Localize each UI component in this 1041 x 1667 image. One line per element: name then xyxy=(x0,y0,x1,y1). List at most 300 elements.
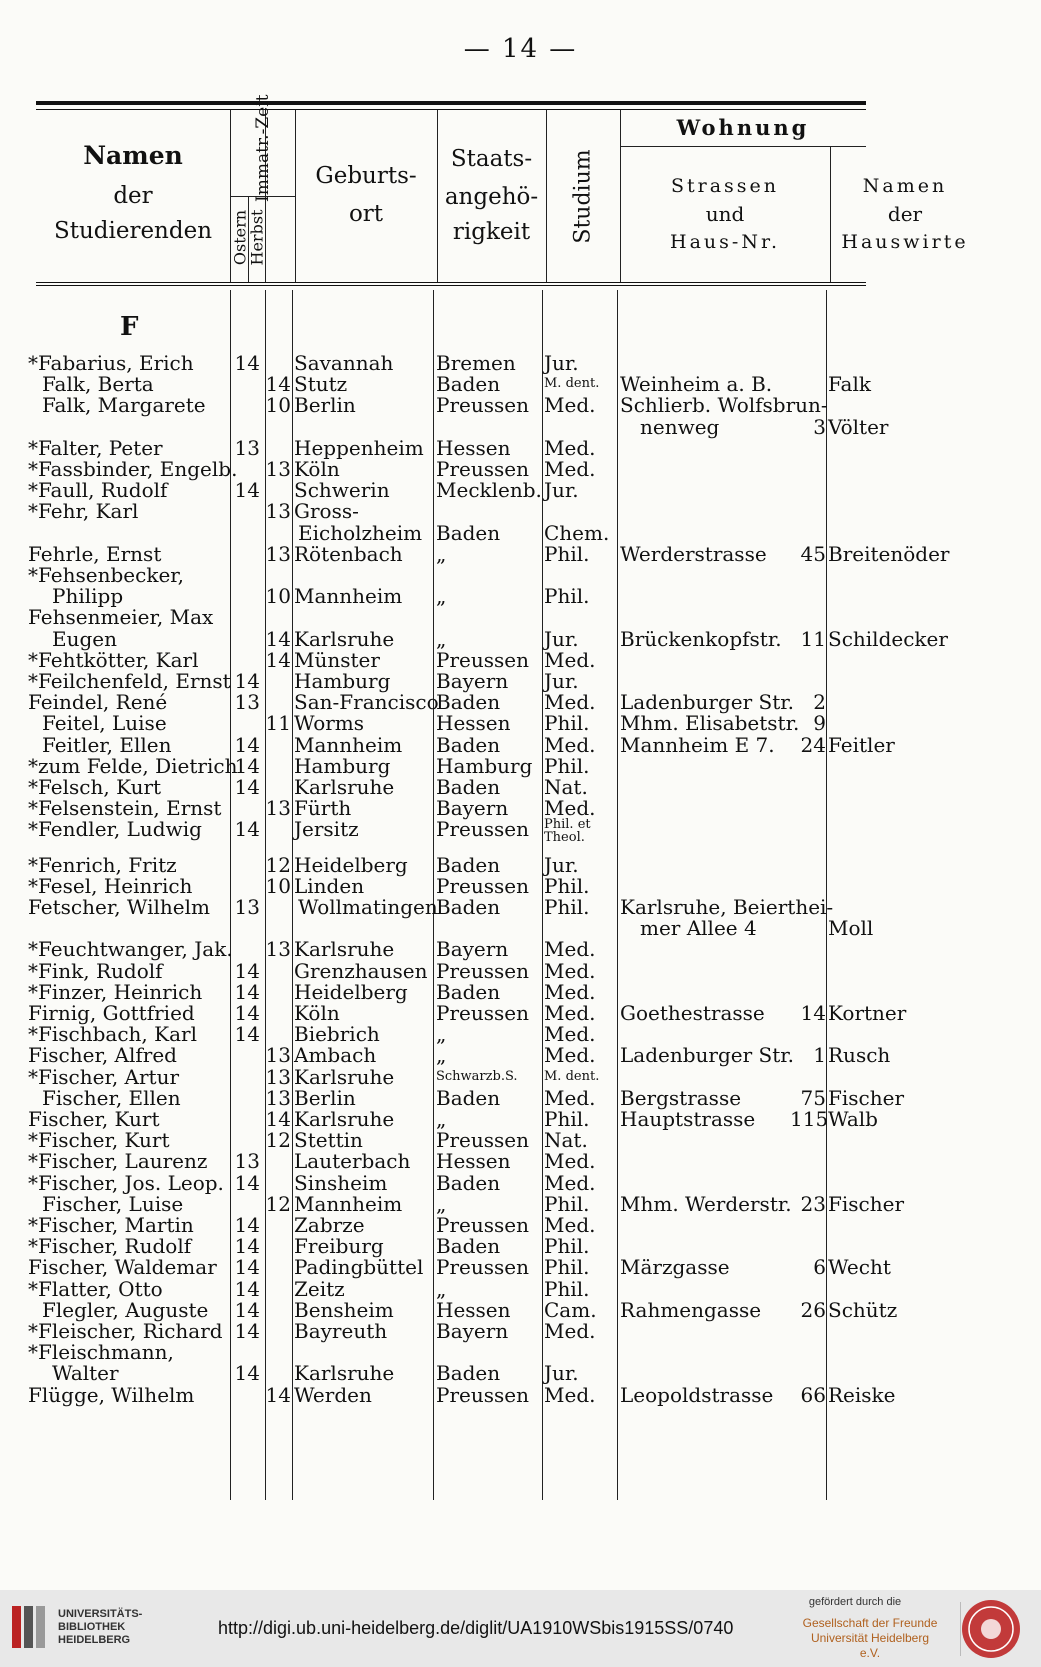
student-name: Fischer, Kurt xyxy=(28,1107,160,1131)
ostern-semester: 14 xyxy=(234,1319,260,1343)
street-address: Rahmengasse xyxy=(620,1297,762,1322)
house-number: 6 xyxy=(813,1255,826,1280)
student-name: *Fischer, Artur xyxy=(28,1064,180,1089)
citizenship: „ xyxy=(436,1022,447,1047)
citizenship: Preussen xyxy=(436,1255,529,1280)
ostern-semester: 13 xyxy=(234,690,260,715)
student-name: *Fischer, Kurt xyxy=(28,1128,170,1153)
citizenship: „ xyxy=(436,541,447,566)
citizenship: „ xyxy=(436,584,447,609)
birthplace: Biebrich xyxy=(294,1022,380,1047)
house-number: 2 xyxy=(813,690,826,715)
table-row xyxy=(0,606,1041,629)
ostern-semester: 14 xyxy=(234,1255,260,1280)
student-name: Feitel, Luise xyxy=(42,711,167,736)
birthplace: Karlsruhe xyxy=(294,1361,395,1386)
citizenship: Schwarzb.S. xyxy=(436,1068,518,1084)
landlord-name: Schildecker xyxy=(828,626,948,651)
table-row xyxy=(0,628,1041,651)
field-of-study: Nat. xyxy=(544,1128,588,1153)
ostern-semester: 14 xyxy=(234,753,260,778)
student-name: *Fenrich, Fritz xyxy=(28,852,177,877)
header-wirte-1: Namen xyxy=(862,175,948,197)
citizenship: Bremen xyxy=(436,351,516,375)
ostern-semester: 14 xyxy=(234,979,260,1004)
field-of-study: Med. xyxy=(544,435,596,460)
student-name: *Feuchtwanger, Jak. xyxy=(28,937,233,962)
library-name-line: UNIVERSITÄTS- xyxy=(58,1608,143,1620)
citizenship: Preussen xyxy=(436,1213,529,1237)
section-letter: F xyxy=(120,312,139,342)
footer-bar xyxy=(0,1590,1041,1667)
table-row xyxy=(0,479,1041,502)
table-row xyxy=(0,981,1041,1004)
ostern-semester: 14 xyxy=(234,732,260,757)
student-name: *Feilchenfeld, Ernst xyxy=(28,669,231,693)
herbst-semester: 13 xyxy=(265,457,291,481)
citizenship: Hessen xyxy=(436,435,511,460)
table-row xyxy=(0,875,1041,898)
house-number: 24 xyxy=(800,732,826,757)
table-row xyxy=(0,1193,1041,1216)
student-name: Fischer, Luise xyxy=(42,1191,184,1216)
library-logo-icon xyxy=(10,1602,50,1652)
ostern-semester: 14 xyxy=(234,775,260,799)
header-names-2: der xyxy=(113,183,153,209)
student-name: Fehrle, Ernst xyxy=(28,541,162,566)
citizenship: Baden xyxy=(436,979,501,1004)
student-name: *Faull, Rudolf xyxy=(28,478,168,503)
table-row xyxy=(0,352,1041,375)
herbst-semester: 13 xyxy=(265,796,291,821)
field-of-study: Med. xyxy=(544,393,596,418)
student-name: *Finzer, Heinrich xyxy=(28,979,203,1004)
student-name: Eugen xyxy=(52,626,117,651)
street-address: Weinheim a. B. xyxy=(620,372,773,397)
herbst-semester: 10 xyxy=(265,873,291,898)
landlord-name: Breitenöder xyxy=(828,541,950,566)
birthplace: Heidelberg xyxy=(294,979,408,1004)
ostern-semester: 13 xyxy=(234,435,260,460)
sponsor-name-line: Gesellschaft der Freunde xyxy=(802,1616,938,1630)
herbst-semester: 13 xyxy=(265,541,291,566)
birthplace: Köln xyxy=(294,457,340,481)
header-studium: Studium xyxy=(570,149,596,244)
landlord-name: Walb xyxy=(828,1107,878,1131)
source-url[interactable]: http://digi.ub.uni-heidelberg.de/diglit/UA1910WSbis1915SS/0740 xyxy=(218,1618,734,1638)
field-of-study: Med. xyxy=(544,1085,596,1110)
col-divider xyxy=(295,110,296,283)
ostern-semester: 14 xyxy=(234,478,260,503)
table-row xyxy=(0,938,1041,961)
street-address: Mannheim E 7. xyxy=(620,732,775,757)
field-of-study: Phil. xyxy=(544,1255,590,1280)
field-of-study: Phil. xyxy=(544,541,590,566)
herbst-semester: 14 xyxy=(265,626,291,651)
landlord-name: Völter xyxy=(828,414,889,439)
header-strassen-1: Strassen xyxy=(670,175,780,197)
student-name: *Fleischer, Richard xyxy=(28,1319,223,1343)
table-row xyxy=(0,917,1041,940)
table-row xyxy=(0,1362,1041,1385)
field-of-study: Med. xyxy=(544,647,596,672)
citizenship: „ xyxy=(436,1276,447,1301)
field-of-study: Med. xyxy=(544,1001,596,1025)
landlord-name: Fischer xyxy=(828,1191,905,1216)
birthplace: Stutz xyxy=(294,372,348,397)
header-immatr: Immatr.-Zeit xyxy=(253,94,273,202)
herbst-semester: 13 xyxy=(265,499,291,524)
ostern-semester: 14 xyxy=(234,351,260,375)
street-address: Werderstrasse xyxy=(620,541,767,566)
citizenship: Preussen xyxy=(436,647,529,672)
citizenship: „ xyxy=(436,626,447,651)
citizenship: Hessen xyxy=(436,711,511,736)
header-geburts-2: ort xyxy=(348,201,384,227)
citizenship: Preussen xyxy=(436,817,529,842)
landlord-name: Wecht xyxy=(828,1255,891,1280)
field-of-study: Med. xyxy=(544,1213,596,1237)
house-number: 75 xyxy=(800,1085,826,1110)
field-of-study: Jur. xyxy=(544,852,579,877)
birthplace: Grenzhausen xyxy=(294,958,428,983)
student-name: *Fehr, Karl xyxy=(28,499,139,524)
field-of-study: Med. xyxy=(544,732,596,757)
student-name: Flügge, Wilhelm xyxy=(28,1382,195,1407)
student-name: Falk, Margarete xyxy=(42,393,206,418)
header-herbst: Herbst xyxy=(247,209,267,266)
citizenship: Baden xyxy=(436,1234,501,1259)
field-of-study: Med. xyxy=(544,1170,596,1195)
street-address: mer Allee 4 xyxy=(640,916,757,941)
wohnung-divider xyxy=(620,146,866,147)
student-name: Firnig, Gottfried xyxy=(28,1001,195,1025)
header-wirte-3: Hauswirte xyxy=(841,231,969,253)
supported-by: gefördert durch die xyxy=(808,1596,902,1608)
student-name: Walter xyxy=(52,1361,119,1386)
header-strassen-3: Haus-Nr. xyxy=(670,231,780,253)
ostern-semester: 14 xyxy=(234,1234,260,1259)
citizenship: Preussen xyxy=(436,1001,529,1025)
field-of-study: M. dent. xyxy=(544,376,600,392)
birthplace: Mannheim xyxy=(294,732,403,757)
student-name: *Fabarius, Erich xyxy=(28,351,194,375)
birthplace: Fürth xyxy=(294,796,352,821)
field-of-study: Phil. xyxy=(544,584,590,609)
citizenship: Preussen xyxy=(436,958,529,983)
street-address: Brückenkopfstr. xyxy=(620,626,782,651)
birthplace: Sinsheim xyxy=(294,1170,388,1195)
field-of-study: Med. xyxy=(544,1043,596,1068)
citizenship: Baden xyxy=(436,1361,501,1386)
field-of-study: Jur. xyxy=(544,669,579,693)
street-address: Goethestrasse xyxy=(620,1001,765,1025)
herbst-semester: 13 xyxy=(265,937,291,962)
student-name: Fischer, Alfred xyxy=(28,1043,177,1068)
birthplace: Mannheim xyxy=(294,1191,403,1216)
citizenship: „ xyxy=(436,1043,447,1068)
ostern-semester: 14 xyxy=(234,1361,260,1386)
herbst-semester: 10 xyxy=(265,584,291,609)
citizenship: Baden xyxy=(436,520,501,545)
header-bottom-rule xyxy=(36,282,866,283)
field-of-study: Med. xyxy=(544,937,596,962)
birthplace: San-Francisco xyxy=(294,690,439,715)
herbst-semester: 11 xyxy=(265,711,291,736)
field-of-study: Jur. xyxy=(544,626,579,651)
student-name: *Fischer, Martin xyxy=(28,1213,194,1237)
table-row xyxy=(0,1023,1041,1046)
header-staats-3: rigkeit xyxy=(452,219,531,245)
ostern-semester: 14 xyxy=(234,1001,260,1025)
house-number: 26 xyxy=(800,1297,826,1322)
ostern-semester: 14 xyxy=(234,1276,260,1301)
street-address: Mhm. Werderstr. xyxy=(620,1191,792,1216)
citizenship: Hessen xyxy=(436,1149,511,1174)
citizenship: Baden xyxy=(436,690,501,715)
table-row xyxy=(0,797,1041,820)
herbst-semester: 12 xyxy=(265,852,291,877)
student-name: *Fendler, Ludwig xyxy=(28,817,202,842)
citizenship: Mecklenb. xyxy=(436,478,542,503)
street-address: Ladenburger Str. xyxy=(620,1043,794,1068)
citizenship: „ xyxy=(436,1107,447,1131)
birthplace: Münster xyxy=(294,647,380,672)
citizenship: Baden xyxy=(436,372,501,397)
citizenship: Baden xyxy=(436,1170,501,1195)
field-of-study: Jur. xyxy=(544,478,579,503)
student-name: *Fink, Rudolf xyxy=(28,958,163,983)
table-row xyxy=(0,522,1041,545)
student-name: *zum Felde, Dietrich xyxy=(28,753,238,778)
student-name: *Felsenstein, Ernst xyxy=(28,796,222,821)
street-address: Mhm. Elisabetstr. xyxy=(620,711,800,736)
table-row xyxy=(0,1384,1041,1407)
ostern-semester: 13 xyxy=(234,895,260,919)
citizenship: Preussen xyxy=(436,393,529,418)
table-row xyxy=(0,691,1041,714)
field-of-study: Jur. xyxy=(544,351,579,375)
field-of-study: Nat. xyxy=(544,775,588,799)
house-number: 66 xyxy=(800,1382,826,1407)
table-row xyxy=(0,1278,1041,1301)
birthplace: Berlin xyxy=(294,393,356,418)
birthplace: Lauterbach xyxy=(294,1149,411,1174)
field-of-study: Med. xyxy=(544,1319,596,1343)
field-of-study: Chem. xyxy=(544,520,610,545)
header-staats-2: angehö- xyxy=(444,184,539,210)
student-name: Fehsenmeier, Max xyxy=(28,605,214,630)
table-row xyxy=(0,896,1041,919)
field-of-study: Med. xyxy=(544,690,596,715)
header-ostern: Ostern xyxy=(230,209,250,266)
field-of-study: Med. xyxy=(544,457,596,481)
birthplace: Werden xyxy=(294,1382,372,1407)
library-name-line: HEIDELBERG xyxy=(58,1634,131,1646)
student-name: *Fesel, Heinrich xyxy=(28,873,193,898)
table-row xyxy=(0,649,1041,672)
field-of-study: Med. xyxy=(544,1022,596,1047)
field-of-study: Med. xyxy=(544,979,596,1004)
street-address: Ladenburger Str. xyxy=(620,690,794,715)
citizenship: „ xyxy=(436,1191,447,1216)
table-row xyxy=(0,394,1041,417)
student-name: Flegler, Auguste xyxy=(42,1297,209,1322)
citizenship: Bayern xyxy=(436,669,509,693)
student-name: *Fischer, Rudolf xyxy=(28,1234,192,1259)
field-of-study: Phil. xyxy=(544,1276,590,1301)
field-of-study: Phil. xyxy=(544,711,590,736)
student-name: *Fischer, Laurenz xyxy=(28,1149,208,1174)
table-row xyxy=(0,1172,1041,1195)
field-of-study: Med. xyxy=(544,1149,596,1174)
landlord-name: Schütz xyxy=(828,1297,898,1322)
table-row xyxy=(0,817,1041,846)
citizenship: Baden xyxy=(436,852,501,877)
birthplace: Karlsruhe xyxy=(294,937,395,962)
student-name: *Fehtkötter, Karl xyxy=(28,647,199,672)
house-number: 1 xyxy=(813,1043,826,1068)
birthplace: Freiburg xyxy=(294,1234,384,1259)
header-top-rule xyxy=(36,101,866,105)
birthplace: Karlsruhe xyxy=(294,1064,395,1089)
citizenship: Bayern xyxy=(436,937,509,962)
herbst-semester: 14 xyxy=(265,1382,291,1407)
herbst-semester: 12 xyxy=(265,1191,291,1216)
table-row xyxy=(0,960,1041,983)
table-row xyxy=(0,1341,1041,1364)
landlord-name: Feitler xyxy=(828,732,895,757)
citizenship: Baden xyxy=(436,775,501,799)
landlord-name: Fischer xyxy=(828,1085,905,1110)
birthplace: Wollmatingen xyxy=(298,895,438,919)
table-row xyxy=(0,500,1041,523)
birthplace: Zabrze xyxy=(294,1213,365,1237)
table-row xyxy=(0,437,1041,460)
sponsor-name xyxy=(800,1616,940,1661)
birthplace: Worms xyxy=(294,711,365,736)
field-of-study: Phil. xyxy=(544,1107,590,1131)
student-name: *Fischbach, Karl xyxy=(28,1022,197,1047)
birthplace: Zeitz xyxy=(294,1276,345,1301)
birthplace: Rötenbach xyxy=(294,541,403,566)
landlord-name: Rusch xyxy=(828,1043,891,1068)
student-name: *Falter, Peter xyxy=(28,435,163,460)
field-of-study: M. dent. xyxy=(544,1068,600,1084)
birthplace: Heppenheim xyxy=(294,435,424,460)
birthplace: Hamburg xyxy=(294,669,391,693)
table-row xyxy=(0,1299,1041,1322)
birthplace: Stettin xyxy=(294,1128,363,1153)
field-of-study: Med. xyxy=(544,958,596,983)
student-name: *Felsch, Kurt xyxy=(28,775,162,799)
landlord-name: Kortner xyxy=(828,1001,907,1025)
citizenship: Preussen xyxy=(436,457,529,481)
ostern-semester: 13 xyxy=(234,1149,260,1174)
birthplace: Hamburg xyxy=(294,753,391,778)
birthplace: Mannheim xyxy=(294,584,403,609)
field-of-study: Jur. xyxy=(544,1361,579,1386)
header-geburts-1: Geburts- xyxy=(315,163,417,189)
birthplace: Karlsruhe xyxy=(294,1107,395,1131)
sponsor-name-line: Universität Heidelberg e.V. xyxy=(810,1631,930,1660)
landlord-name: Reiske xyxy=(828,1382,896,1407)
citizenship: Bayern xyxy=(436,796,509,821)
birthplace: Karlsruhe xyxy=(294,626,395,651)
citizenship: Bayern xyxy=(436,1319,509,1343)
table-row xyxy=(0,1235,1041,1258)
student-name: Feindel, René xyxy=(28,690,168,715)
table-row xyxy=(0,1087,1041,1110)
birthplace: Jersitz xyxy=(294,817,359,842)
citizenship: Preussen xyxy=(436,1128,529,1153)
herbst-semester: 13 xyxy=(265,1064,291,1089)
birthplace: Heidelberg xyxy=(294,852,408,877)
student-name: *Fassbinder, Engelb. xyxy=(28,457,238,481)
street-address: Bergstrasse xyxy=(620,1085,742,1110)
header-strassen-2: und xyxy=(705,202,745,226)
header-bottom-rule xyxy=(36,285,866,286)
table-row xyxy=(0,712,1041,735)
citizenship: Baden xyxy=(436,732,501,757)
birthplace: Schwerin xyxy=(294,478,390,503)
street-address: Schlierb. Wolfsbrun- xyxy=(620,393,828,418)
header-staats-1: Staats- xyxy=(450,146,533,172)
field-of-study: Phil. xyxy=(544,895,590,919)
herbst-semester: 14 xyxy=(265,1107,291,1131)
table-row xyxy=(0,1129,1041,1152)
table-row xyxy=(0,854,1041,877)
street-address: Karlsruhe, Beierthei- xyxy=(620,895,834,919)
student-name: Fischer, Ellen xyxy=(42,1085,181,1110)
citizenship: Baden xyxy=(436,1085,501,1110)
field-of-study: Med. xyxy=(544,796,596,821)
birthplace: Padingbüttel xyxy=(294,1255,424,1280)
col-divider xyxy=(546,110,547,283)
student-name: *Fleischmann, xyxy=(28,1340,174,1365)
birthplace: Bayreuth xyxy=(294,1319,388,1343)
table-row xyxy=(0,755,1041,778)
table-row xyxy=(0,373,1041,396)
ostern-semester: 14 xyxy=(234,817,260,842)
citizenship: Baden xyxy=(436,895,501,919)
header-top-rule-thin xyxy=(36,109,866,110)
house-number: 45 xyxy=(800,541,826,566)
table-row xyxy=(0,734,1041,757)
herbst-semester: 13 xyxy=(265,1043,291,1068)
ostern-semester: 14 xyxy=(234,1170,260,1195)
table-row xyxy=(0,1150,1041,1173)
table-row xyxy=(0,543,1041,566)
birthplace: Köln xyxy=(294,1001,340,1025)
house-number: 11 xyxy=(800,626,826,651)
citizenship: Hamburg xyxy=(436,753,533,778)
field-of-study: Phil. et Theol. xyxy=(544,817,591,846)
street-address: Märzgasse xyxy=(620,1255,730,1280)
birthplace: Gross- xyxy=(294,499,359,524)
student-name: Fischer, Waldemar xyxy=(28,1255,217,1280)
ostern-semester: 14 xyxy=(234,669,260,693)
field-of-study: Phil. xyxy=(544,753,590,778)
table-row xyxy=(0,564,1041,587)
student-name: *Fischer, Jos. Leop. xyxy=(28,1170,224,1195)
page-number: — 14 — xyxy=(463,34,578,64)
table-row xyxy=(0,416,1041,439)
library-name xyxy=(58,1608,142,1647)
citizenship: Hessen xyxy=(436,1297,511,1322)
house-number: 23 xyxy=(800,1191,826,1216)
student-name: *Flatter, Otto xyxy=(28,1276,163,1301)
